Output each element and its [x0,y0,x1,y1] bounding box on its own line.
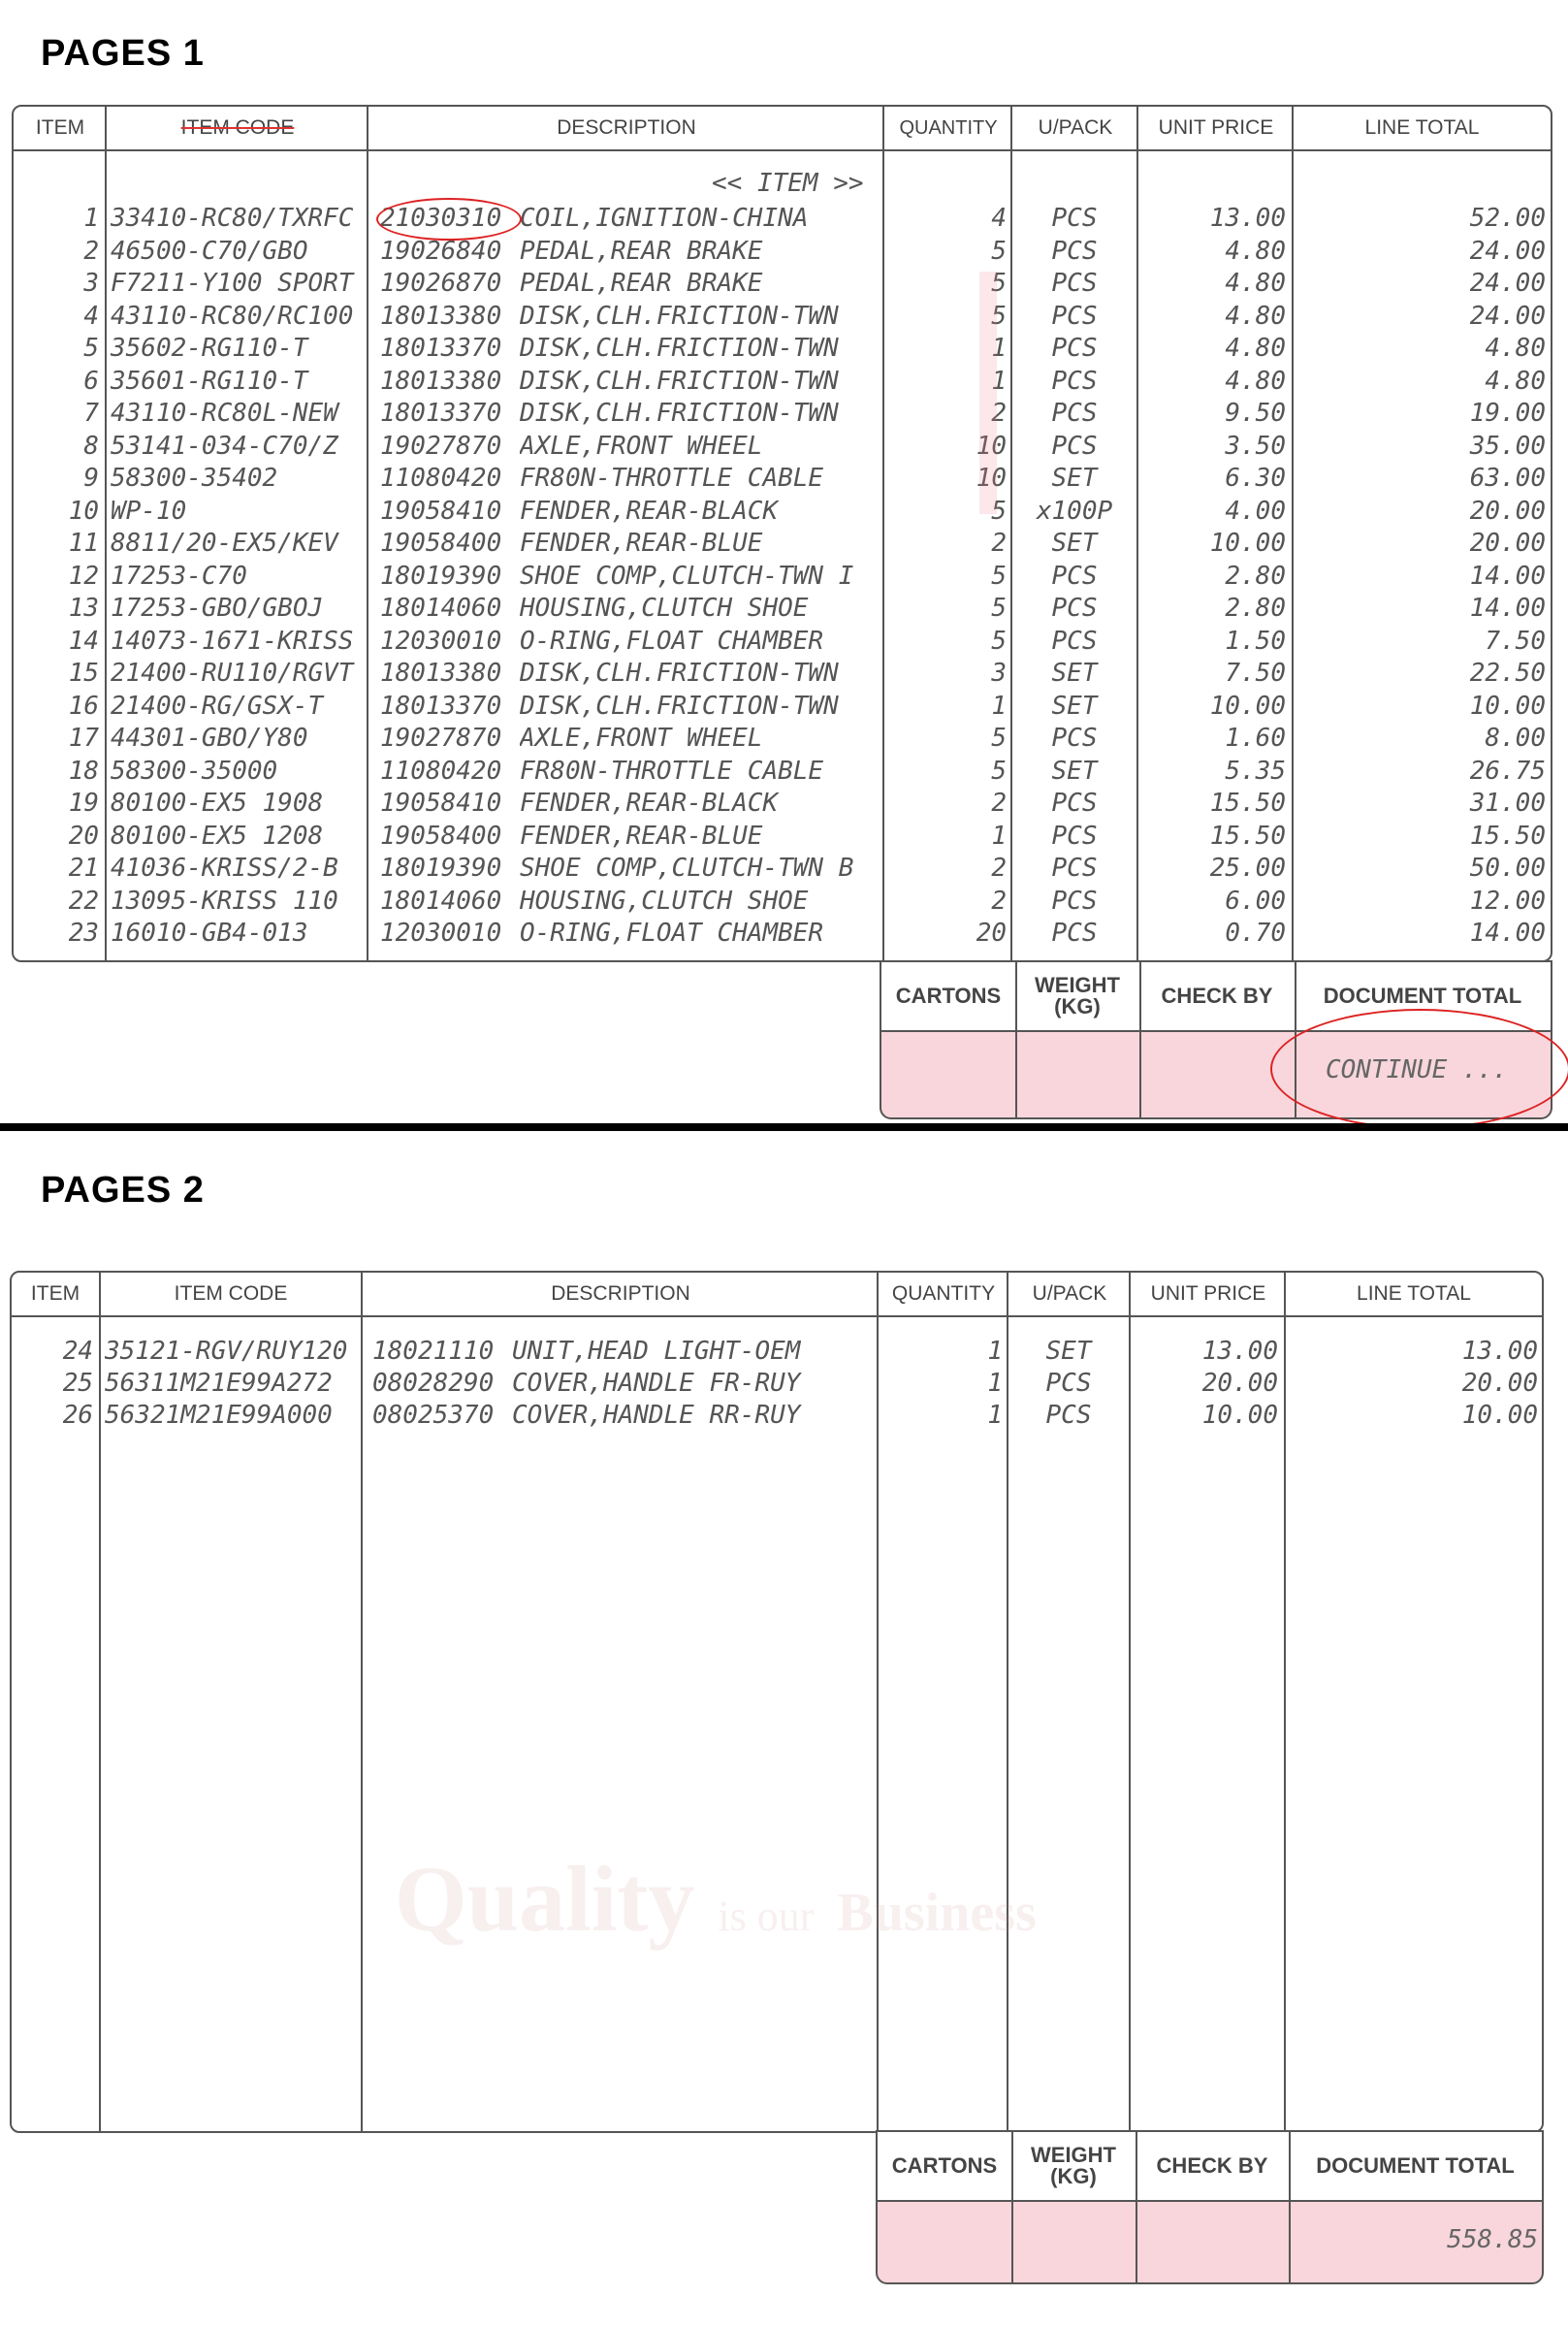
part-number: 11080420 [380,756,502,786]
description: UNIT,HEAD LIGHT-OEM [512,1337,801,1366]
table-row [14,334,1551,367]
quantity: 5 [991,724,1007,753]
line-total: 50.00 [1469,854,1546,883]
page-divider [0,1123,1568,1131]
description: DISK,CLH.FRICTION-TWN [520,301,839,331]
item-code: 35602-RG110-T [111,334,308,363]
description: HOUSING,CLUTCH SHOE [520,594,809,623]
unit-price: 25.00 [1209,854,1286,883]
unit-pack: PCS [1045,1401,1092,1430]
part-number: 08028290 [372,1369,495,1398]
table-row [14,659,1551,692]
watermark [395,1845,1037,1953]
table-row [14,919,1551,952]
footer-check-by: CHECK BY [1136,2132,1289,2202]
unit-pack: PCS [1051,919,1098,948]
table-row [14,529,1551,562]
part-number: 18013370 [380,334,502,363]
unit-pack: PCS [1051,236,1098,266]
line-total: 20.00 [1469,529,1546,558]
document-total-value: 558.85 [1447,2225,1538,2254]
item-number: 4 [83,301,99,331]
line-total: 26.75 [1469,756,1546,786]
unit-price: 4.80 [1225,366,1286,396]
unit-price: 0.70 [1225,919,1286,948]
watermark-business: Business [837,1883,1037,1943]
table-row [14,822,1551,855]
part-number: 19027870 [380,724,502,753]
footer-document-total: DOCUMENT TOTAL [1295,962,1551,1032]
part-number: 18019390 [380,561,502,591]
description: FENDER,REAR-BLACK [520,789,779,818]
unit-price: 4.00 [1225,496,1286,526]
item-code: 46500-C70/GBO [111,236,308,266]
item-number: 2 [83,236,99,266]
table-row [14,269,1551,302]
unit-price: 15.50 [1209,821,1286,851]
table-row [14,399,1551,432]
line-total: 24.00 [1469,236,1546,266]
page-1-label: PAGES 1 [41,33,205,74]
item-code: 56321M21E99A000 [105,1401,333,1430]
quantity: 2 [991,789,1007,818]
unit-pack: PCS [1051,204,1098,233]
item-code: 17253-C70 [111,561,247,591]
part-number: 18014060 [380,594,502,623]
description: PEDAL,REAR BRAKE [520,269,763,298]
unit-price: 4.80 [1225,301,1286,331]
quantity: 20 [976,919,1007,948]
page-1-table [12,105,1552,962]
part-number: 12030010 [380,626,502,656]
line-total: 13.00 [1461,1337,1538,1366]
item-code: 35601-RG110-T [111,366,308,396]
unit-pack: PCS [1051,821,1098,851]
table-row [14,237,1551,270]
item-code: 53141-034-C70/Z [111,431,338,461]
item-number: 25 [62,1369,93,1398]
item-banner: << ITEM >> [712,169,864,198]
line-total: 10.00 [1461,1401,1538,1430]
item-code: 43110-RC80/RC100 [111,301,354,331]
item-code: 58300-35402 [111,464,278,493]
table-row [14,757,1551,790]
item-code: 58300-35000 [111,756,278,786]
description: DISK,CLH.FRICTION-TWN [520,659,839,688]
page-2-label: PAGES 2 [41,1170,205,1211]
quantity: 1 [987,1401,1003,1430]
header-unit-price: UNIT PRICE [1131,1273,1286,1317]
item-number: 7 [83,399,99,428]
quantity: 5 [991,594,1007,623]
unit-price: 6.00 [1225,886,1286,916]
table-row [14,724,1551,757]
header-unit-price: UNIT PRICE [1138,107,1294,151]
quantity: 4 [991,204,1007,233]
table-row [14,464,1551,497]
unit-price: 10.00 [1201,1401,1278,1430]
description: FENDER,REAR-BLACK [520,496,779,526]
line-total: 19.00 [1469,399,1546,428]
quantity: 5 [991,496,1007,526]
quantity: 5 [991,561,1007,591]
header-upack: U/PACK [1008,1273,1131,1317]
unit-pack: PCS [1051,626,1098,656]
unit-pack: SET [1051,756,1098,786]
unit-price: 5.35 [1225,756,1286,786]
unit-pack: PCS [1051,301,1098,331]
item-number: 12 [68,561,99,591]
footer-document-total: DOCUMENT TOTAL [1289,2132,1542,2202]
header-quantity: QUANTITY [879,1273,1008,1317]
line-total: 12.00 [1469,886,1546,916]
header-item: ITEM [12,1273,99,1317]
part-number: 19058400 [380,529,502,558]
item-code: F7211-Y100 SPORT [111,269,354,298]
quantity: 5 [991,301,1007,331]
unit-price: 13.00 [1209,204,1286,233]
header-line-total: LINE TOTAL [1294,107,1551,151]
part-number: 18013380 [380,659,502,688]
line-total: 14.00 [1469,594,1546,623]
unit-pack: PCS [1051,269,1098,298]
description: SHOE COMP,CLUTCH-TWN I [520,561,854,591]
description: DISK,CLH.FRICTION-TWN [520,399,839,428]
table-row [14,204,1551,237]
line-total: 15.50 [1469,821,1546,851]
table-row [14,497,1551,530]
header-quantity: QUANTITY [884,107,1012,151]
quantity: 5 [991,236,1007,266]
quantity: 2 [991,399,1007,428]
part-number: 18013380 [380,366,502,396]
description: AXLE,FRONT WHEEL [520,431,763,461]
part-number: 19027870 [380,431,502,461]
item-number: 21 [68,854,99,883]
unit-pack: PCS [1051,561,1098,591]
item-number: 1 [83,204,99,233]
line-total: 7.50 [1485,626,1546,656]
item-number: 10 [68,496,99,526]
unit-pack: PCS [1051,399,1098,428]
item-number: 23 [68,919,99,948]
part-number: 18014060 [380,886,502,916]
unit-price: 10.00 [1209,691,1286,721]
line-total: 35.00 [1469,431,1546,461]
item-code: 35121-RGV/RUY120 [105,1337,348,1366]
line-total: 10.00 [1469,691,1546,721]
quantity: 1 [991,821,1007,851]
footer-weight: WEIGHT (KG) [1015,962,1139,1032]
table-row [14,367,1551,400]
header-item: ITEM [14,107,107,151]
description: DISK,CLH.FRICTION-TWN [520,366,839,396]
unit-price: 7.50 [1225,659,1286,688]
unit-price: 9.50 [1225,399,1286,428]
part-number: 18013370 [380,399,502,428]
footer-weight: WEIGHT (KG) [1011,2132,1136,2202]
unit-pack: PCS [1051,886,1098,916]
item-number: 17 [68,724,99,753]
header-description: DESCRIPTION [363,1273,879,1317]
item-code: 13095-KRISS 110 [111,886,338,916]
unit-price: 1.50 [1225,626,1286,656]
item-number: 19 [68,789,99,818]
table-row [14,302,1551,335]
line-total: 14.00 [1469,561,1546,591]
line-total: 20.00 [1469,496,1546,526]
quantity: 1 [987,1337,1003,1366]
part-number: 18013370 [380,691,502,721]
quantity: 1 [991,334,1007,363]
description: O-RING,FLOAT CHAMBER [520,626,824,656]
description: SHOE COMP,CLUTCH-TWN B [520,854,854,883]
unit-price: 2.80 [1225,594,1286,623]
description: FR80N-THROTTLE CABLE [520,464,824,493]
unit-price: 15.50 [1209,789,1286,818]
description: COIL,IGNITION-CHINA [520,204,809,233]
description: FR80N-THROTTLE CABLE [520,756,824,786]
item-number: 18 [68,756,99,786]
unit-price: 4.80 [1225,236,1286,266]
line-total: 63.00 [1469,464,1546,493]
unit-pack: PCS [1051,366,1098,396]
unit-pack: PCS [1045,1369,1092,1398]
header-item-code: ITEM CODE [107,107,368,151]
part-number: 19058410 [380,789,502,818]
document-total-value: CONTINUE ... [1326,1055,1508,1084]
quantity: 1 [987,1369,1003,1398]
line-total: 52.00 [1469,204,1546,233]
footer-cartons: CARTONS [878,2132,1011,2202]
unit-pack: PCS [1051,431,1098,461]
unit-price: 10.00 [1209,529,1286,558]
table-row [12,1337,1542,1370]
unit-price: 4.80 [1225,269,1286,298]
unit-price: 20.00 [1201,1369,1278,1398]
unit-pack: SET [1051,659,1098,688]
item-code: 56311M21E99A272 [105,1369,333,1398]
item-code: 14073-1671-KRISS [111,626,354,656]
unit-pack: SET [1051,464,1098,493]
item-code: 33410-RC80/TXRFC [111,204,354,233]
footer-cartons: CARTONS [881,962,1015,1032]
footer-check-by: CHECK BY [1139,962,1295,1032]
circle-annotation [376,198,522,241]
line-total: 24.00 [1469,301,1546,331]
line-total: 24.00 [1469,269,1546,298]
header-line-total: LINE TOTAL [1286,1273,1542,1317]
part-number: 18021110 [372,1337,495,1366]
item-code: WP-10 [111,496,187,526]
unit-pack: x100P [1036,496,1113,526]
item-number: 13 [68,594,99,623]
table-row [14,887,1551,920]
item-code: 21400-RG/GSX-T [111,691,324,721]
part-number: 19058400 [380,821,502,851]
item-code: 21400-RU110/RGVT [111,659,354,688]
item-number: 20 [68,821,99,851]
item-number: 15 [68,659,99,688]
description: AXLE,FRONT WHEEL [520,724,763,753]
description: FENDER,REAR-BLUE [520,821,763,851]
quantity: 2 [991,886,1007,916]
watermark-quality: Quality [395,1847,695,1951]
unit-price: 6.30 [1225,464,1286,493]
item-code: 8811/20-EX5/KEV [111,529,338,558]
line-total: 20.00 [1461,1369,1538,1398]
unit-price: 2.80 [1225,561,1286,591]
unit-pack: PCS [1051,334,1098,363]
unit-price: 13.00 [1201,1337,1278,1366]
item-code: 16010-GB4-013 [111,919,308,948]
table-row [12,1369,1542,1402]
item-code: 41036-KRISS/2-B [111,854,338,883]
quantity: 2 [991,854,1007,883]
table-row [14,627,1551,660]
part-number: 19026840 [380,236,502,266]
unit-price: 4.80 [1225,334,1286,363]
description: DISK,CLH.FRICTION-TWN [520,334,839,363]
line-total: 22.50 [1469,659,1546,688]
line-total: 31.00 [1469,789,1546,818]
header-description: DESCRIPTION [368,107,884,151]
item-number: 9 [83,464,99,493]
table-row [14,789,1551,822]
unit-price: 1.60 [1225,724,1286,753]
page-2-table [10,1271,1544,2133]
description: O-RING,FLOAT CHAMBER [520,919,824,948]
unit-pack: PCS [1051,594,1098,623]
quantity: 5 [991,626,1007,656]
part-number: 21030310 [380,204,502,233]
item-number: 22 [68,886,99,916]
table-row [14,432,1551,465]
quantity: 5 [991,269,1007,298]
quantity: 3 [991,659,1007,688]
item-number: 8 [83,431,99,461]
continue-circle-annotation [1270,1009,1568,1129]
quantity: 1 [991,366,1007,396]
description: COVER,HANDLE FR-RUY [512,1369,801,1398]
unit-pack: PCS [1051,724,1098,753]
table-row [14,854,1551,887]
item-code: 43110-RC80L-NEW [111,399,338,428]
item-code: 44301-GBO/Y80 [111,724,308,753]
unit-pack: PCS [1051,789,1098,818]
description: DISK,CLH.FRICTION-TWN [520,691,839,721]
quantity: 10 [976,464,1007,493]
part-number: 12030010 [380,919,502,948]
quantity: 1 [991,691,1007,721]
item-number: 6 [83,366,99,396]
item-number: 5 [83,334,99,363]
page-2-footer [876,2130,1544,2284]
unit-pack: SET [1051,691,1098,721]
unit-price: 3.50 [1225,431,1286,461]
header-upack: U/PACK [1012,107,1138,151]
item-code: 17253-GBO/GBOJ [111,594,324,623]
part-number: 18019390 [380,854,502,883]
part-number: 19058410 [380,496,502,526]
table-row [14,594,1551,627]
part-number: 08025370 [372,1401,495,1430]
table-row [14,692,1551,725]
description: HOUSING,CLUTCH SHOE [520,886,809,916]
unit-pack: SET [1051,529,1098,558]
item-number: 26 [62,1401,93,1430]
item-number: 16 [68,691,99,721]
unit-pack: SET [1045,1337,1092,1366]
header-item-code: ITEM CODE [99,1273,363,1317]
quantity: 10 [976,431,1007,461]
line-total: 8.00 [1485,724,1546,753]
quantity: 5 [991,756,1007,786]
line-total: 4.80 [1485,334,1546,363]
item-number: 14 [68,626,99,656]
line-total: 14.00 [1469,919,1546,948]
description: COVER,HANDLE RR-RUY [512,1401,801,1430]
watermark-is-our: is our [718,1892,815,1940]
item-code: 80100-EX5 1208 [111,821,324,851]
part-number: 19026870 [380,269,502,298]
quantity: 2 [991,529,1007,558]
table-row [14,562,1551,595]
description: FENDER,REAR-BLUE [520,529,763,558]
item-number: 24 [62,1337,93,1366]
table-row [12,1401,1542,1434]
part-number: 11080420 [380,464,502,493]
unit-pack: PCS [1051,854,1098,883]
item-number: 11 [68,529,99,558]
line-total: 4.80 [1485,366,1546,396]
item-number: 3 [83,269,99,298]
part-number: 18013380 [380,301,502,331]
description: PEDAL,REAR BRAKE [520,236,763,266]
item-code: 80100-EX5 1908 [111,789,324,818]
